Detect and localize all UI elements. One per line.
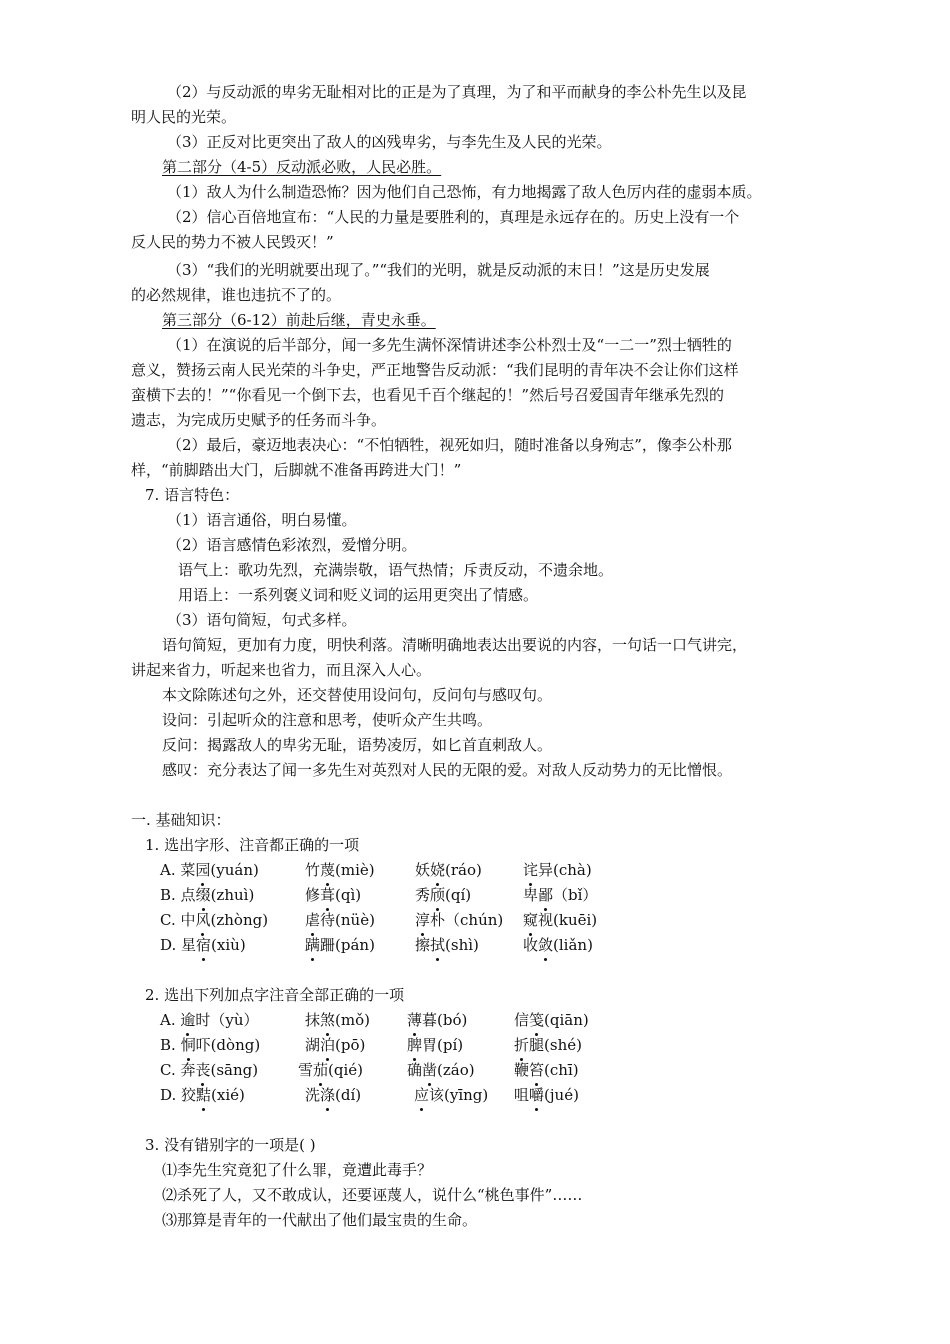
question-stem: 3. 没有错别字的一项是( ): [145, 1136, 316, 1154]
option-item: 确凿(záo): [407, 1061, 475, 1079]
option-item: A. 菜园(yuán): [160, 861, 259, 879]
section-heading: 一. 基础知识：: [131, 811, 231, 829]
option-item: 应该(yīng): [414, 1086, 489, 1104]
option-item: 虐待(nüè): [305, 911, 375, 929]
paragraph-line: 语气上：歌功先烈，充满崇敬，语气热情；斥责反动，不遗余地。: [178, 561, 614, 579]
option-item: 抹煞(mǒ): [305, 1011, 370, 1029]
paragraph-line: 设问：引起听众的注意和思考，使听众产生共鸣。: [162, 711, 493, 729]
option-item: 脾胃(pí): [407, 1036, 464, 1054]
option-item: D. 星宿(xiù): [160, 936, 246, 954]
paragraph-line: （1）敌人为什么制造恐怖？因为他们自己恐怖，有力地揭露了敌人色厉内荏的虚弱本质。: [167, 183, 762, 201]
option-item: 雪茄(qié): [298, 1061, 364, 1079]
paragraph-line: 用语上：一系列褒义词和贬义词的运用更突出了情感。: [178, 586, 539, 604]
option-item: A. 逾时（yù）: [160, 1011, 259, 1029]
option-item: 窥视(kuēi): [523, 911, 598, 929]
paragraph-line: （2）最后，豪迈地表决心：“不怕牺牲，视死如归，随时准备以身殉志”，像李公朴那: [167, 436, 732, 454]
paragraph-line: 讲起来省力，听起来也省力，而且深入人心。: [131, 661, 432, 679]
option-item: 竹蔑(miè): [305, 861, 375, 879]
list-item: （1）语言通俗，明白易懂。: [167, 511, 357, 529]
option-item: 洗涤(dí): [305, 1086, 362, 1104]
section-heading: 第二部分（4-5）反动派必败，人民必胜。: [162, 158, 442, 176]
paragraph-line: （3）“我们的光明就要出现了。”“我们的光明，就是反动派的末日！”这是历史发展: [167, 261, 710, 279]
option-item: 妖娆(ráo): [415, 861, 482, 879]
question-stem: 1. 选出字形、注音都正确的一项: [145, 836, 360, 854]
list-item: （3）语句简短，句式多样。: [167, 611, 357, 629]
option-item: D. 狡黠(xié): [160, 1086, 245, 1104]
paragraph-line: 明人民的光荣。: [131, 108, 237, 126]
option-item: 咀嚼(jué): [514, 1086, 579, 1104]
option-item: B. 点缀(zhuì): [160, 886, 255, 904]
option-item: 信笺(qiān): [514, 1011, 589, 1029]
option-item: 擦拭(shì): [415, 936, 479, 954]
question-stem: 2. 选出下列加点字注音全部正确的一项: [145, 986, 405, 1004]
sentence-item: ⑶那算是青年的一代献出了他们最宝贵的生命。: [162, 1211, 478, 1229]
option-item: C. 中风(zhòng): [160, 911, 269, 929]
paragraph-line: （1）在演说的后半部分，闻一多先生满怀深情讲述李公朴烈士及“一二一”烈士牺牲的: [167, 336, 732, 354]
paragraph-line: （2）信心百倍地宣布：“人民的力量是要胜利的，真理是永远存在的。历史上没有一个: [167, 208, 740, 226]
option-item: 修葺(qì): [305, 886, 362, 904]
option-item: 诧异(chà): [523, 861, 592, 879]
option-item: 湖泊(pō): [305, 1036, 366, 1054]
option-item: 淳朴（chún): [415, 911, 504, 929]
option-item: 折腿(shé): [514, 1036, 582, 1054]
sentence-item: ⑴李先生究竟犯了什么罪，竟遭此毒手？: [162, 1161, 433, 1179]
sentence-item: ⑵杀死了人，又不敢成认，还要诬蔑人，说什么“桃色事件”……: [162, 1186, 583, 1204]
option-item: 收敛(liǎn): [523, 936, 593, 954]
option-item: C. 奔丧(sāng): [160, 1061, 259, 1079]
paragraph-line: 反人民的势力不被人民毁灭！”: [131, 233, 334, 251]
paragraph-line: 本文除陈述句之外，还交替使用设问句，反问句与感叹句。: [162, 686, 553, 704]
option-item: B. 恫吓(dòng): [160, 1036, 261, 1054]
paragraph-line: 的必然规律，谁也违抗不了的。: [131, 286, 342, 304]
paragraph-line: 样，“前脚踏出大门，后脚就不准备再跨进大门！”: [131, 461, 462, 479]
paragraph-line: 反问：揭露敌人的卑劣无耻，语势凌厉，如匕首直刺敌人。: [162, 736, 553, 754]
list-item: （2）语言感情色彩浓烈，爱憎分明。: [167, 536, 417, 554]
option-item: 薄暮(bó): [407, 1011, 468, 1029]
paragraph-line: （3）正反对比更突出了敌人的凶残卑劣，与李先生及人民的光荣。: [167, 133, 612, 151]
paragraph-line: （2）与反动派的卑劣无耻相对比的正是为了真理，为了和平而献身的李公朴先生以及昆: [167, 83, 747, 101]
option-item: 蹒跚(pán): [305, 936, 375, 954]
option-item: 鞭笞(chī): [514, 1061, 579, 1079]
paragraph-line: 感叹：充分表达了闻一多先生对英烈对人民的无限的爱。对敌人反动势力的无比憎恨。: [162, 761, 733, 779]
paragraph-line: 遗志，为完成历史赋予的任务而斗争。: [131, 411, 387, 429]
paragraph-line: 意义，赞扬云南人民光荣的斗争史，严正地警告反动派：“我们昆明的青年决不会让你们这样: [131, 361, 739, 379]
paragraph-line: 蛮横下去的！”“你看见一个倒下去，也看见千百个继起的！”然后号召爱国青年继承先烈的: [131, 386, 725, 404]
section-heading: 7. 语言特色：: [145, 486, 240, 504]
option-item: 卑鄙（bǐ）: [523, 886, 598, 904]
paragraph-line: 语句简短，更加有力度，明快利落。清晰明确地表达出要说的内容，一句话一口气讲完，: [162, 636, 748, 654]
section-heading: 第三部分（6-12）前赴后继，青史永垂。: [162, 311, 436, 329]
option-item: 秀颀(qí): [415, 886, 472, 904]
